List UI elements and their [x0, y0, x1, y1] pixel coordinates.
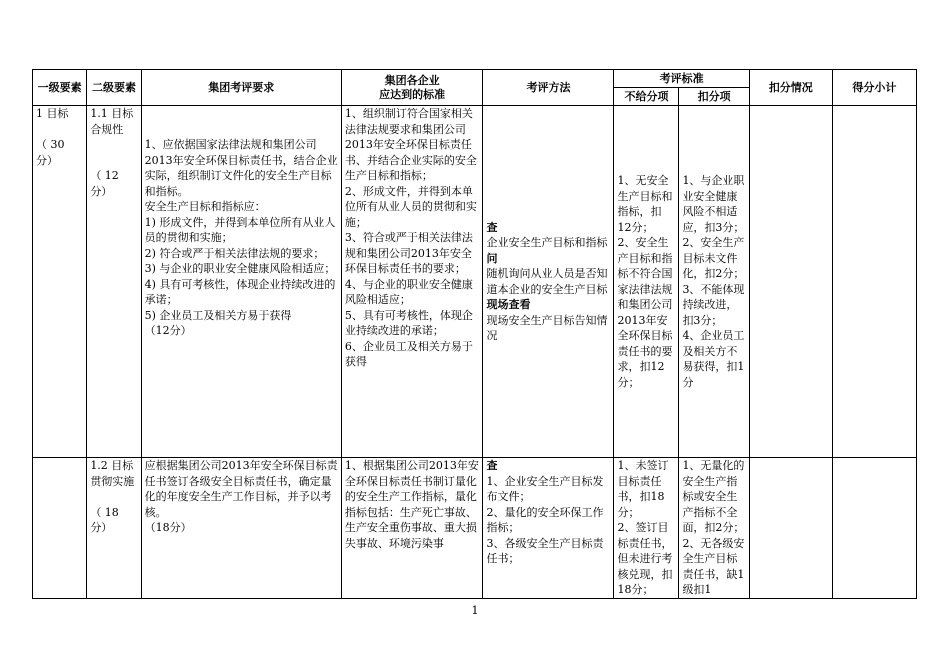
- table-row: [33, 458, 917, 599]
- cell-subtotal: [832, 106, 916, 458]
- cell-level1: [33, 458, 87, 599]
- table-row: [33, 106, 917, 458]
- cell-level2: 1.2 目标 贯彻实施 （ 18 分）: [87, 458, 141, 599]
- header-level1: 一级要素: [33, 70, 87, 106]
- method-text: 现场安全生产目标告知情况: [486, 313, 608, 342]
- cell-deduction: [749, 106, 832, 458]
- header-criteria-no-score: 不给分项: [614, 88, 679, 106]
- cell-method: [483, 106, 614, 458]
- cell-standard: 1、组织制订符合国家相关法律法规要求和集团公司2013年安全环保目标责任书、并结合企业实际的安全生产目标和指标； 2、形成文件，并得到本单位所有从业人员的贯彻和实施； 3、符合或严于相关法律法规和集团公司2013年安全环保目标责任书的要求； 4、与企业的职业安全健康风险相适应； 5、具有可考核性，体现企业持续改进的承诺； 6、企业员工及相关方易于获得: [341, 106, 483, 458]
- method-head: 现场查看: [486, 298, 531, 311]
- header-method: 考评方法: [483, 70, 614, 106]
- header-enterprise-standard: 集团各企业 应达到的标准: [341, 70, 483, 106]
- cell-level1: 1 目标 （ 30 分）: [33, 106, 87, 458]
- cell-standard: 1、根据集团公司2013年安全环保目标责任书制订量化的安全生产工作指标，量化指标包括：生产死亡事故、生产安全重伤事故、重大损失事故、环境污染事: [341, 458, 483, 599]
- method-text: 随机询问从业人员是否知道本企业的安全生产目标: [486, 267, 608, 296]
- method-head: 查: [486, 220, 498, 234]
- method-text: 企业安全生产目标和指标: [486, 236, 608, 249]
- cell-method: [483, 458, 614, 599]
- cell-level2: 1.1 目标 合规性 （ 12 分）: [87, 106, 141, 458]
- cell-deduction: [749, 458, 832, 599]
- cell-subtotal: [832, 458, 916, 599]
- cell-requirement: 1、应依据国家法律法规和集团公司2013年安全环保目标责任书，结合企业实际，组织制订文件化的安全生产目标和指标。 安全生产目标和指标应： 1) 形成文件，并得到本单位所有从业人员的贯彻和实施； 2) 符合或严于相关法律法规的要求； 3) 与企业的职业安全健康风险相适应； 4) 具有可考核性，体现企业持续改进的承诺； 5) 企业员工及相关方易于获得 （12分）: [141, 106, 341, 458]
- cell-deduct: 1、无量化的安全生产指标或安全生产指标不全面，扣2分； 2、无各级安全生产目标责任书，缺1级扣1: [679, 458, 749, 599]
- cell-no-score: 1、未签订目标责任书，扣18分； 2、签订目标责任书，但未进行考核兑现，扣18分；: [614, 458, 679, 599]
- header-criteria: 考评标准: [614, 70, 749, 88]
- cell-deduct: 1、与企业职业安全健康风险不相适应，扣3分； 2、安全生产目标未文件化，扣2分； 3、不能体现持续改进，扣3分； 4、企业员工及相关方不易获得，扣1分: [679, 106, 749, 458]
- cell-no-score: 1、无安全生产目标和指标，扣 12分； 2、安全生产目标和指标不符合国家法律法规和集团公司2013年安全环保目标责任书的要求，扣12分；: [614, 106, 679, 458]
- header-subtotal: 得分小计: [832, 70, 916, 106]
- method-text: 1、企业安全生产目标发布文件； 2、量化的安全环保工作指标； 3、各级安全生产目标责任书；: [486, 474, 604, 565]
- header-level2: 二级要素: [87, 70, 141, 106]
- header-deduction: 扣分情况: [749, 70, 832, 106]
- cell-requirement: 应根据集团公司2013年安全环保目标责任书签订各级安全目标责任书，确定量化的年度安全生产工作目标，并予以考核。 （18分）: [141, 458, 341, 599]
- header-criteria-deduct: 扣分项: [679, 88, 749, 106]
- method-head: 问: [486, 251, 498, 265]
- evaluation-table: [32, 69, 917, 599]
- method-head: 查: [486, 459, 498, 472]
- header-group-requirement: 集团考评要求: [141, 70, 341, 106]
- page-number: 1: [471, 604, 479, 617]
